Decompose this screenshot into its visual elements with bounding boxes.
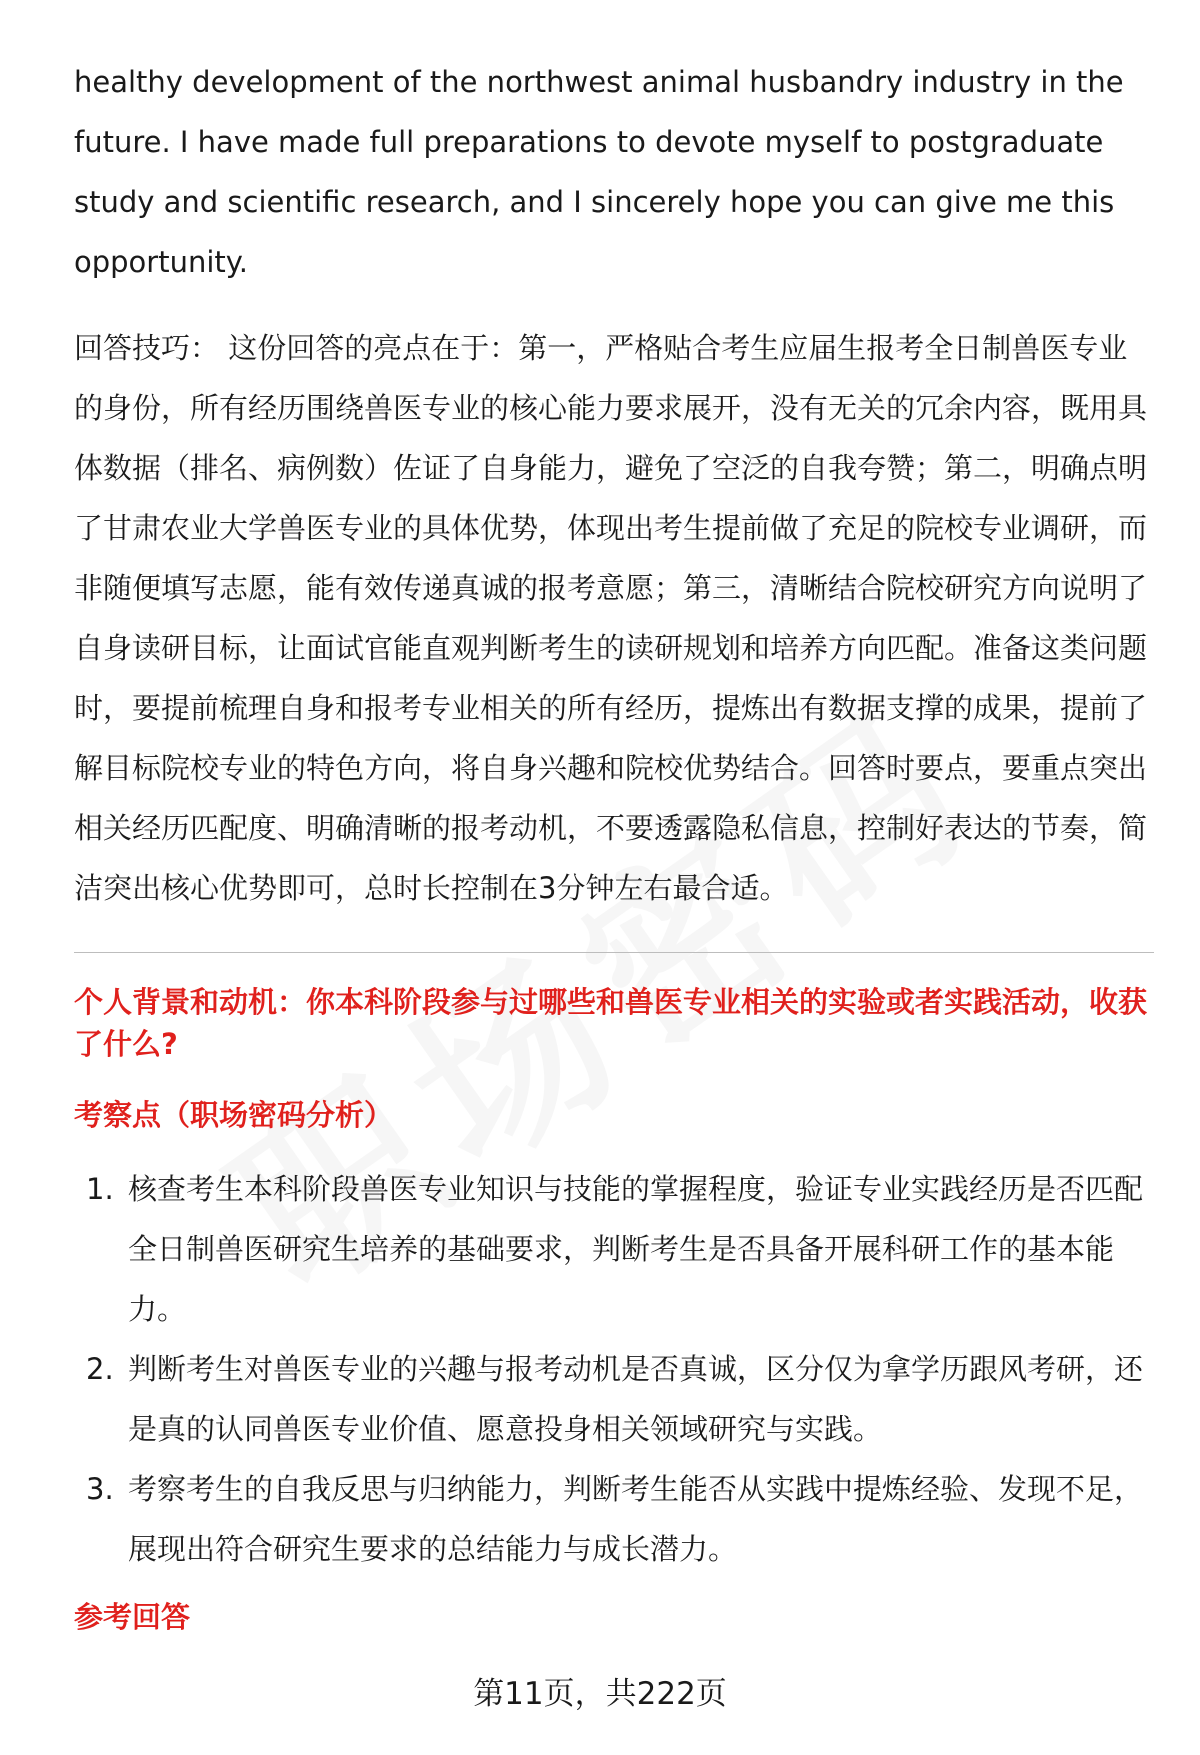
answer-tips-paragraph: 回答技巧： 这份回答的亮点在于：第一，严格贴合考生应届生报考全日制兽医专业的身份，所有经历围绕兽医专业的核心能力要求展开，没有无关的冗余内容，既用具体数据（排名、病例数）佐证了自身能力，避免了空泛的自我夸赞；第二，明确点明了甘肃农业大学兽医专业的具体优势，体现出考生提前做了充足的院校专业调研，而非随便填写志愿，能有效传递真诚的报考意愿；第三，清晰结合院校研究方向说明了自身读研目标，让面试官能直观判断考生的读研规划和培养方向匹配。准备这类问题时，要提前梳理自身和报考专业相关的所有经历，提炼出有数据支撑的成果，提前了解目标院校专业的特色方向，将自身兴趣和院校优势结合。回答时要点，要重点突出相关经历匹配度、明确清晰的报考动机，不要透露隐私信息，控制好表达的节奏，简洁突出核心优势即可，总时长控制在3分钟左右最合适。 [74,331,1148,905]
assessment-list [74,1159,1154,1579]
list-item-text: 判断考生对兽医专业的兴趣与报考动机是否真诚，区分仅为拿学历跟风考研，还是真的认同兽医专业价值、愿意投身相关领域研究与实践。 [128,1352,1144,1446]
section-divider [74,952,1154,953]
intro-paragraph: healthy development of the northwest animal husbandry industry in the future. I have made full preparations to devote myself to postgraduate study and scientific research, and I sincerely hope you can give me this opportunity. [74,65,1124,279]
list-item-text: 考察考生的自我反思与归纳能力，判断考生能否从实践中提炼经验、发现不足，展现出符合研究生要求的总结能力与成长潜力。 [128,1472,1144,1566]
list-item [74,1159,1154,1339]
page-number-footer: 第11页，共222页 [473,1676,727,1712]
list-item [74,1459,1154,1579]
reference-answer-heading: 参考回答 [74,1600,191,1634]
document-body [74,52,1154,1661]
assessment-heading: 考察点（职场密码分析） [74,1098,394,1132]
list-item-number: 2. [86,1352,114,1386]
list-item-number: 1. [86,1172,114,1206]
list-item-number: 3. [86,1472,114,1506]
list-item [74,1339,1154,1459]
question-heading: 个人背景和动机：你本科阶段参与过哪些和兽医专业相关的实验或者实践活动，收获了什么? [74,985,1148,1061]
list-item-text: 核查考生本科阶段兽医专业知识与技能的掌握程度，验证专业实践经历是否匹配全日制兽医研究生培养的基础要求，判断考生是否具备开展科研工作的基本能力。 [128,1172,1144,1326]
